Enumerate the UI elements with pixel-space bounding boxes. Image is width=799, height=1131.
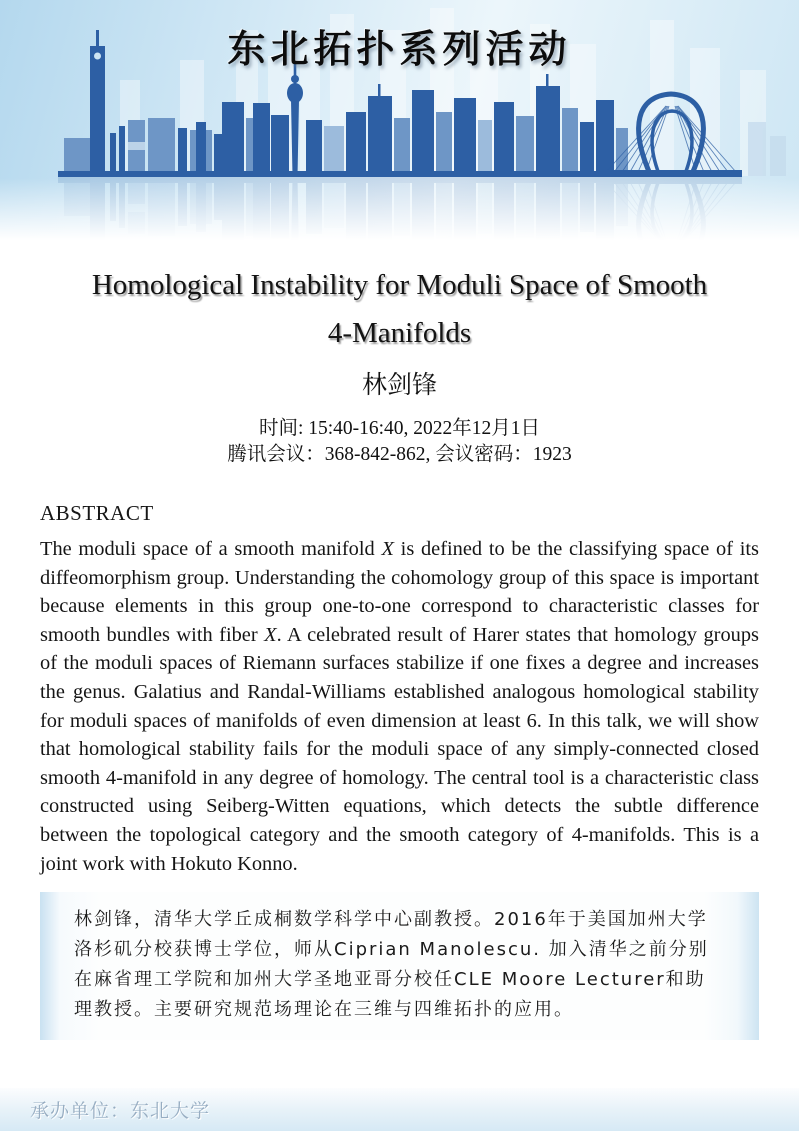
speaker-bio-text: 林剑锋，清华大学丘成桐数学科学中心副教授。2016年于美国加州大学洛杉矶分校获博士学位，师从Ciprian Manolescu. 加入清华之前分别在麻省理工学院和加州大学圣地亚哥分校任CLE Moore Lecturer和助理教授。主要研究规范场理论在三维与四维拓扑的应用。 <box>74 909 709 1021</box>
talk-title-line1: Homological Instability for Moduli Space of Smooth <box>91 269 708 301</box>
organizer-label: 承办单位：东北大学 <box>30 1100 211 1122</box>
speaker-name: 林剑锋 <box>361 370 437 399</box>
abstract-text: The moduli space of a smooth manifold X is defined to be the classifying space of its diffeomorphism group. Understanding the cohomology group of this space is important because elements in this group one-to-one correspond to characteristic classes for smooth bundles with fiber X. A celebrated result of Harer states that homology groups of the moduli spaces of Riemann surfaces stabilize if one fixes a degree and increases the genus. Galatius and Randal-Williams established analogous homological stability for moduli spaces of manifolds of even dimension at least 6. In this talk, we will show that homological stability fails for the moduli space of any simply-connected closed smooth 4-manifold in any degree of homology. The central tool is a characteristic class constructed using Seiberg-Witten equations, which detects the subtle difference between the topological category and the smooth category of 4-manifolds. This is a joint work with Hokuto Konno. <box>40 538 759 875</box>
footer-band <box>0 1088 799 1131</box>
talk-title <box>40 261 759 357</box>
talk-time: 时间: 15:40-16:40, 2022年12月1日 <box>258 418 541 439</box>
banner <box>0 0 799 240</box>
series-title: 东北拓扑系列活动 <box>227 27 572 71</box>
abstract-heading: ABSTRACT <box>40 501 154 525</box>
meeting-info: 腾讯会议：368-842-862, 会议密码：1923 <box>227 444 572 465</box>
speaker-bio-box <box>40 892 759 1040</box>
talk-meta <box>40 416 759 468</box>
talk-title-line2: 4-Manifolds <box>327 317 472 349</box>
poster-body <box>0 261 799 1040</box>
